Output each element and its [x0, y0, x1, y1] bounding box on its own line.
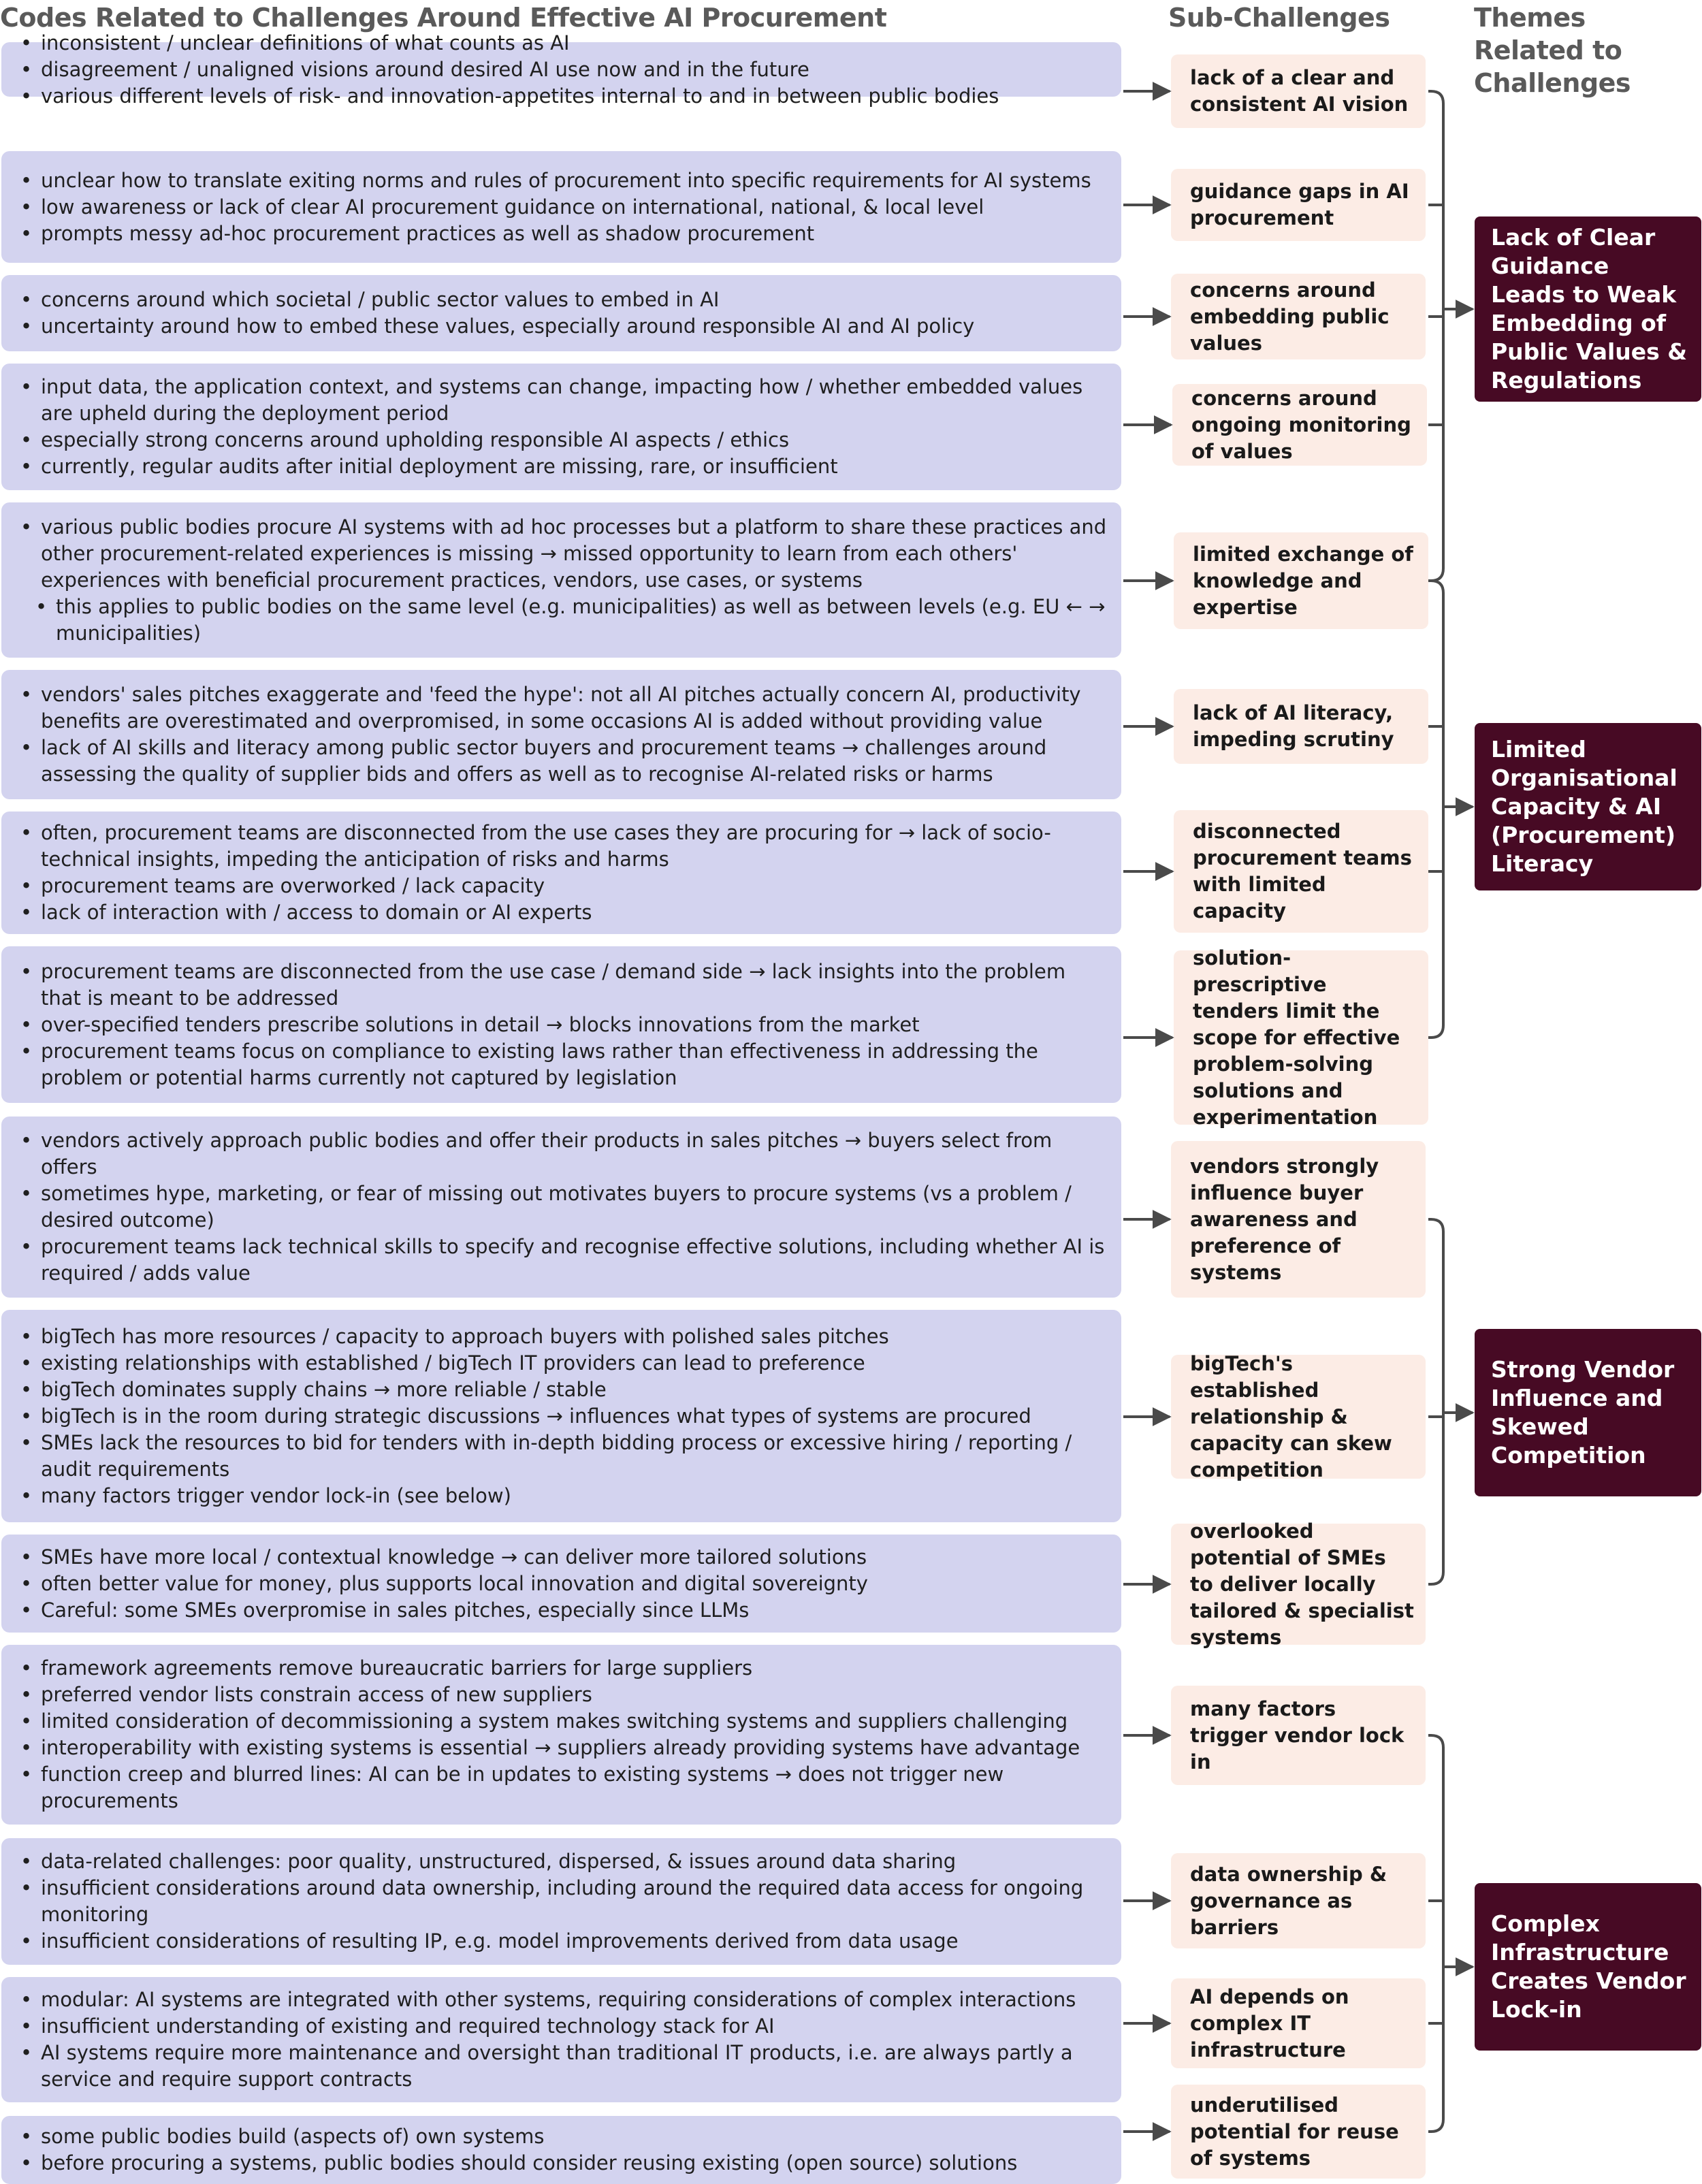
theme-label: Lack of Clear Guidance Leads to Weak Embedding of Public Values & Regulations [1491, 224, 1688, 394]
code-bullet: • existing relationships with established / bigTech IT providers can lead to preference [41, 1350, 1109, 1377]
code-bullet: • lack of AI skills and literacy among public sector buyers and procurement teams → challenges around assessing the quality of supplier bids and offers as well as to recognise AI-related risks or harms [41, 735, 1109, 788]
sub-challenge-label: vendors strongly influence buyer awareness and preference of systems [1190, 1154, 1379, 1284]
code-bullet: • currently, regular audits after initial deployment are missing, rare, or insufficient [41, 453, 1109, 480]
theme-label: Complex Infrastructure Creates Vendor Lock-in [1491, 1910, 1686, 2023]
theme-label: Strong Vendor Influence and Skewed Competition [1491, 1356, 1675, 1468]
sub-challenge-label: disconnected procurement teams with limited capacity [1193, 820, 1412, 922]
code-bullet: • insufficient understanding of existing and required technology stack for AI [41, 2013, 1109, 2040]
code-bullet: • interoperability with existing systems is essential → suppliers already providing systems have advantage [41, 1735, 1109, 1761]
code-bullet: • especially strong concerns around upholding responsible AI aspects / ethics [41, 427, 1109, 453]
code-bullet: • preferred vendor lists constrain access of new suppliers [41, 1682, 1109, 1708]
code-bullet: • before procuring a systems, public bodies should consider reusing existing (open source) solutions [41, 2150, 1109, 2177]
sub-challenge-label: lack of a clear and consistent AI vision [1190, 66, 1409, 116]
theme-bracket [1428, 581, 1443, 1038]
sub-challenges-header: Sub-Challenges [1168, 3, 1390, 33]
code-bullet: • data-related challenges: poor quality, unstructured, dispersed, & issues around data sharing [41, 1848, 1109, 1875]
code-bullet: • unclear how to translate exiting norms and rules of procurement into specific requirements for AI systems [41, 167, 1109, 194]
theme-bracket [1428, 1219, 1443, 1584]
sub-challenge-label: lack of AI literacy, impeding scrutiny [1193, 701, 1394, 751]
code-bullet: • AI systems require more maintenance and oversight than traditional IT products, i.e. are always partly a service and require support contracts [41, 2040, 1109, 2093]
code-bullet: • over-specified tenders prescribe solutions in detail → blocks innovations from the market [41, 1012, 1109, 1038]
code-bullet: • insufficient considerations of resulting IP, e.g. model improvements derived from data usage [41, 1928, 1109, 1955]
code-bullet: • disagreement / unaligned visions around desired AI use now and in the future [41, 57, 1109, 83]
theme-bracket [1428, 91, 1443, 581]
code-bullet: • procurement teams are overworked / lack capacity [41, 873, 1109, 899]
code-bullet: • framework agreements remove bureaucratic barriers for large suppliers [41, 1655, 1109, 1682]
sub-challenge-label: guidance gaps in AI procurement [1190, 180, 1409, 229]
code-bullet: • concerns around which societal / public sector values to embed in AI [41, 287, 1109, 313]
code-bullet: • prompts messy ad-hoc procurement practices as well as shadow procurement [41, 221, 1109, 247]
code-bullet: • Careful: some SMEs overpromise in sales pitches, especially since LLMs [41, 1597, 1109, 1624]
code-bullet: • bigTech has more resources / capacity to approach buyers with polished sales pitches [41, 1323, 1109, 1350]
sub-challenge-label: limited exchange of knowledge and expertise [1193, 542, 1413, 619]
theme-bracket [1428, 1735, 1443, 2132]
code-bullet: • vendors actively approach public bodies and offer their products in sales pitches → buyers select from offers [41, 1127, 1109, 1181]
sub-challenge-label: concerns around embedding public values [1190, 278, 1390, 355]
code-bullet: • SMEs lack the resources to bid for tenders with in-depth bidding process or excessive hiring / reporting / audit requirements [41, 1430, 1109, 1483]
code-bullet: • some public bodies build (aspects of) own systems [41, 2123, 1109, 2150]
code-bullet: • sometimes hype, marketing, or fear of missing out motivates buyers to procure systems (vs a problem / desired outcome) [41, 1181, 1109, 1234]
codes-header: Codes Related to Challenges Around Effective AI Procurement [0, 3, 887, 33]
code-bullet: • low awareness or lack of clear AI procurement guidance on international, national, & local level [41, 194, 1109, 221]
code-bullet: • procurement teams are disconnected from the use case / demand side → lack insights into the problem that is meant to be addressed [41, 959, 1109, 1012]
code-bullet: • procurement teams lack technical skills to specify and recognise effective solutions, including whether AI is required / adds value [41, 1234, 1109, 1287]
code-bullet: • modular: AI systems are integrated with other systems, requiring considerations of complex interactions [41, 1987, 1109, 2013]
code-bullet: • function creep and blurred lines: AI can be in updates to existing systems → does not trigger new procurements [41, 1761, 1109, 1814]
code-bullet: • lack of interaction with / access to domain or AI experts [41, 899, 1109, 926]
sub-challenge-label: AI depends on complex IT infrastructure [1190, 1985, 1349, 2061]
code-bullet: • input data, the application context, and systems can change, impacting how / whether embedded values are upheld during the deployment period [41, 374, 1109, 427]
sub-challenge-label: underutilised potential for reuse of systems [1190, 2093, 1399, 2170]
code-bullet: • uncertainty around how to embed these values, especially around responsible AI and AI policy [41, 313, 1109, 340]
code-bullet: • various different levels of risk- and innovation-appetites internal to and in between public bodies [41, 83, 1109, 110]
code-subbullet: • this applies to public bodies on the same level (e.g. municipalities) as well as between levels (e.g. EU ← → municipalities) [56, 594, 1109, 647]
code-bullet: • often better value for money, plus supports local innovation and digital sovereignty [41, 1571, 1109, 1597]
sub-challenge-label: data ownership & governance as barriers [1190, 1862, 1387, 1939]
themes-header: Themes Related to Challenges [1474, 3, 1631, 98]
sub-challenge-label: overlooked potential of SMEs to deliver locally tailored & specialist systems [1190, 1519, 1414, 1649]
code-bullet: • limited consideration of decommissioning a system makes switching systems and suppliers challenging [41, 1708, 1109, 1735]
code-bullet: • inconsistent / unclear definitions of what counts as AI [41, 30, 1109, 57]
code-bullet: • vendors' sales pitches exaggerate and 'feed the hype': not all AI pitches actually concern AI, productivity benefits are overestimated and overpromised, in some occasions AI is added without providing value [41, 681, 1109, 735]
sub-challenge-label: bigTech's established relationship & capacity can skew competition [1190, 1351, 1392, 1481]
code-bullet: • bigTech dominates supply chains → more reliable / stable [41, 1377, 1109, 1403]
code-bullet: • procurement teams focus on compliance to existing laws rather than effectiveness in addressing the problem or potential harms currently not captured by legislation [41, 1038, 1109, 1091]
code-bullet: • insufficient considerations around data ownership, including around the required data access for ongoing monitoring [41, 1875, 1109, 1928]
code-bullet: • bigTech is in the room during strategic discussions → influences what types of systems are procured [41, 1403, 1109, 1430]
code-bullet: • often, procurement teams are disconnected from the use cases they are procuring for → lack of socio-technical insights, impeding the anticipation of risks and harms [41, 820, 1109, 873]
sub-challenge-label: solution-prescriptive tenders limit the scope for effective problem-solving solutions and experimentation [1193, 946, 1400, 1129]
sub-challenge-label: many factors trigger vendor lock in [1190, 1697, 1404, 1773]
code-bullet: • many factors trigger vendor lock-in (see below) [41, 1483, 1109, 1509]
code-bullet: • various public bodies procure AI systems with ad hoc processes but a platform to share these practices and other procurement-related experiences is missing → missed opportunity to learn from each others' experiences with beneficial procurement practices, vendors, use cases, or systems [41, 514, 1109, 594]
theme-label: Limited Organisational Capacity & AI (Procurement) Literacy [1491, 736, 1677, 877]
sub-challenge-label: concerns around ongoing monitoring of values [1191, 386, 1411, 463]
code-bullet: • SMEs have more local / contextual knowledge → can deliver more tailored solutions [41, 1544, 1109, 1571]
